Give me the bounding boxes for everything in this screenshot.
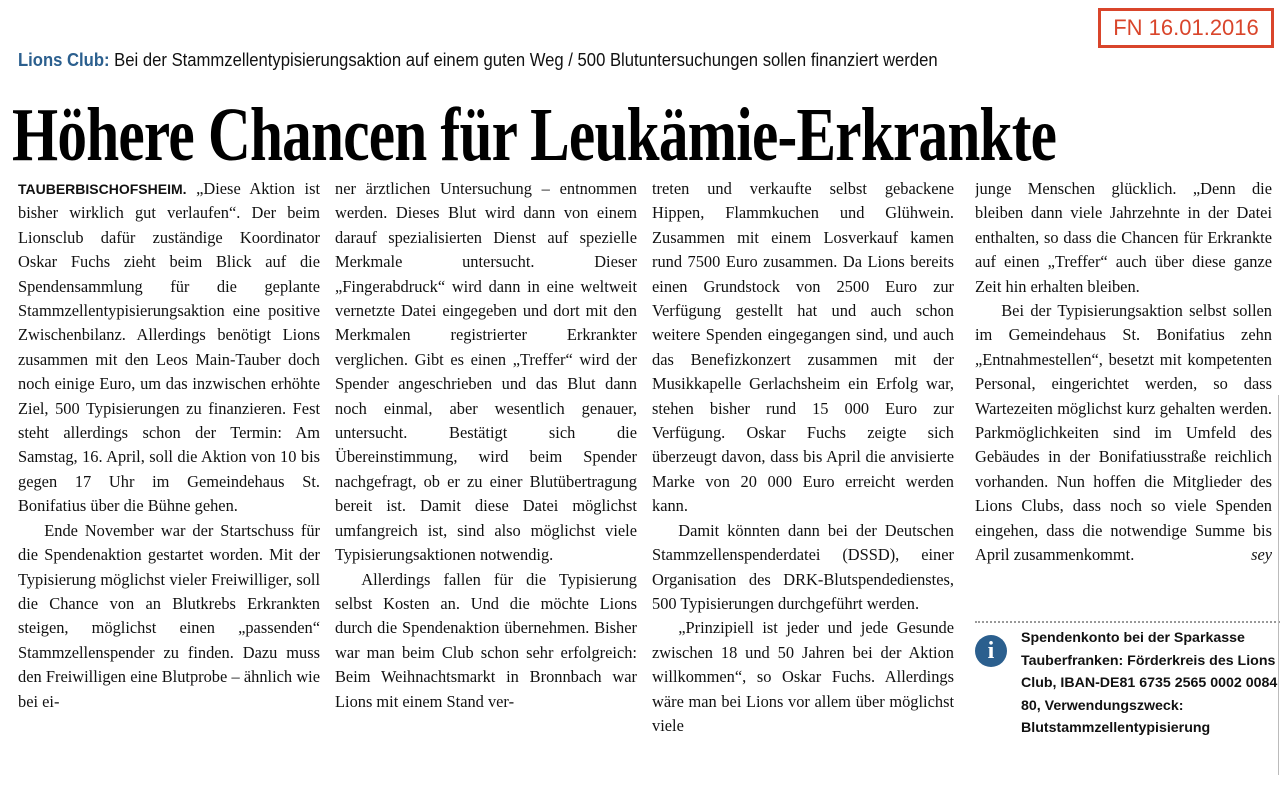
paragraph: „Prinzipiell ist jeder und jede Gesunde zwischen 18 und 50 Jahren bei der Aktion willkommen“, so Oskar Fuchs. Allerdings wäre man bei Lions vor allem über möglichst viele [652, 618, 954, 735]
kicker-line [18, 46, 1154, 74]
article-column-4 [975, 177, 1272, 617]
date-stamp: FN 16.01.2016 [1098, 8, 1274, 48]
article-column-1 [18, 177, 320, 777]
paragraph-text: Bei der Typisierungsaktion selbst sollen im Gemeindehaus St. Bonifatius zehn „Entnahmestellen“, besetzt mit kompetenten Personal, eingerichtet werden, so dass Wartezeiten möglichst kurz gehalten werden. Parkmöglichkeiten sind im Umfeld des Gebäudes in der Bonifatiusstraße reichlich vorhanden. Nun hoffen die Mitglieder des Lions Clubs, dass noch so viele Spenden eingehen, dass die notwendige Summe bis April zusammenkommt. [975, 301, 1272, 565]
article-column-2 [335, 177, 637, 777]
paragraph-text: „Diese Aktion ist bisher wirklich gut verlaufen“. Der beim Lionsclub dafür zuständige Koordinator Oskar Fuchs zieht beim Blick auf die Spendensammlung für die geplante Stammzellentypisierungsaktion eine positive Zwischenbilanz. Allerdings benötigt Lions zusammen mit den Leos Main-Tauber doch noch einige Euro, um das inzwischen erhöhte Ziel, 500 Typisierungen zu finanzieren. Fest steht allerdings schon der Termin: Am Samstag, 16. April, soll die Aktion von 10 bis gegen 17 Uhr im Gemeindehaus St. Bonifatius über die Bühne gehen. [18, 179, 320, 516]
paragraph: Allerdings fallen für die Typisierung selbst Kosten an. Und die möchte Lions durch die Spendenaktion übernehmen. Bisher war man beim Club schon sehr erfolgreich: Beim Weihnachtsmarkt in Bronnbach war Lions mit einem Stand ver- [335, 569, 637, 711]
info-box-text: Spendenkonto bei der Sparkasse Tauberfranken: Förderkreis des Lions Club, IBAN-DE81 6735 2565 0002 0084 80, Verwendungszweck: Blutstammzellentypisierung [1021, 630, 1278, 737]
paragraph: ner ärztlichen Untersuchung – entnommen werden. Dieses Blut wird dann von einem darauf spezialisierten Dienst auf spezielle Merkmale untersucht. Dieser „Fingerabdruck“ wird dann in eine weltweit vernetzte Datei eingegeben und dort mit den Merkmalen registrierter Erkrankter verglichen. Gibt es einen „Treffer“ wird der Spender angeschrieben und das Blut dann noch einmal, aber wesentlich genauer, untersucht. Bestätigt sich die Übereinstimmung, wird beim Spender nachgefragt, ob er zu einer Blutübertragung bereit ist. Damit diese Datei möglichst umfangreich ist, sind also möglichst viele Typisierungsaktionen notwendig. [335, 179, 637, 565]
info-box [975, 627, 1280, 767]
page-edge-line [1278, 395, 1279, 775]
paragraph: treten und verkaufte selbst gebackene Hippen, Flammkuchen und Glühwein. Zusammen mit einem Losverkauf kamen rund 7500 Euro zusammen. Da Lions bereits einen Grundstock von 2500 Euro zur Verfügung gestellt hat und auch schon weitere Spenden eingegangen sind, und auch das Benefizkonzert zusammen mit der Musikkapelle Gerlachsheim ein Erfolg war, stehen bisher rund 15 000 Euro zur Verfügung. Oskar Fuchs zeigte sich überzeugt davon, dass bis April die anvisierte Marke von 20 000 Euro erreicht werden kann. [652, 179, 954, 516]
paragraph: Ende November war der Startschuss für die Spendenaktion gestartet worden. Mit der Typisierung möglichst vieler Freiwilliger, soll die Chance von an Blutkrebs Erkrankten steigen, möglichst einen „passenden“ Stammzellenspender zu finden. Dazu muss den Freiwilligen eine Blutprobe – ähnlich wie bei ei- [18, 520, 320, 711]
author-signature: sey [1251, 545, 1272, 565]
article-column-3 [652, 177, 954, 777]
dateline: TAUBERBISCHOFSHEIM. [18, 181, 187, 197]
info-icon: i [975, 635, 1007, 667]
paragraph [18, 177, 320, 519]
paragraph: junge Menschen glücklich. „Denn die bleiben dann viele Jahrzehnte in der Datei enthalten, so dass die Chancen für Erkrankte auf einen „Treffer“ auch über diese ganze Zeit hin erhalten bleiben. [975, 179, 1272, 296]
kicker-label: Lions Club: [18, 49, 110, 70]
kicker-text: Bei der Stammzellentypisierungsaktion auf einem guten Weg / 500 Blutuntersuchungen sollen finanziert werden [109, 49, 938, 70]
paragraph [975, 299, 1272, 567]
headline: Höhere Chancen für Leukämie-Erkrankte [12, 93, 1057, 177]
divider [975, 621, 1280, 623]
paragraph: Damit könnten dann bei der Deutschen Stammzellenspenderdatei (DSSD), einer Organisation des DRK-Blutspendedienstes, 500 Typisierungen durchgeführt werden. [652, 520, 954, 613]
